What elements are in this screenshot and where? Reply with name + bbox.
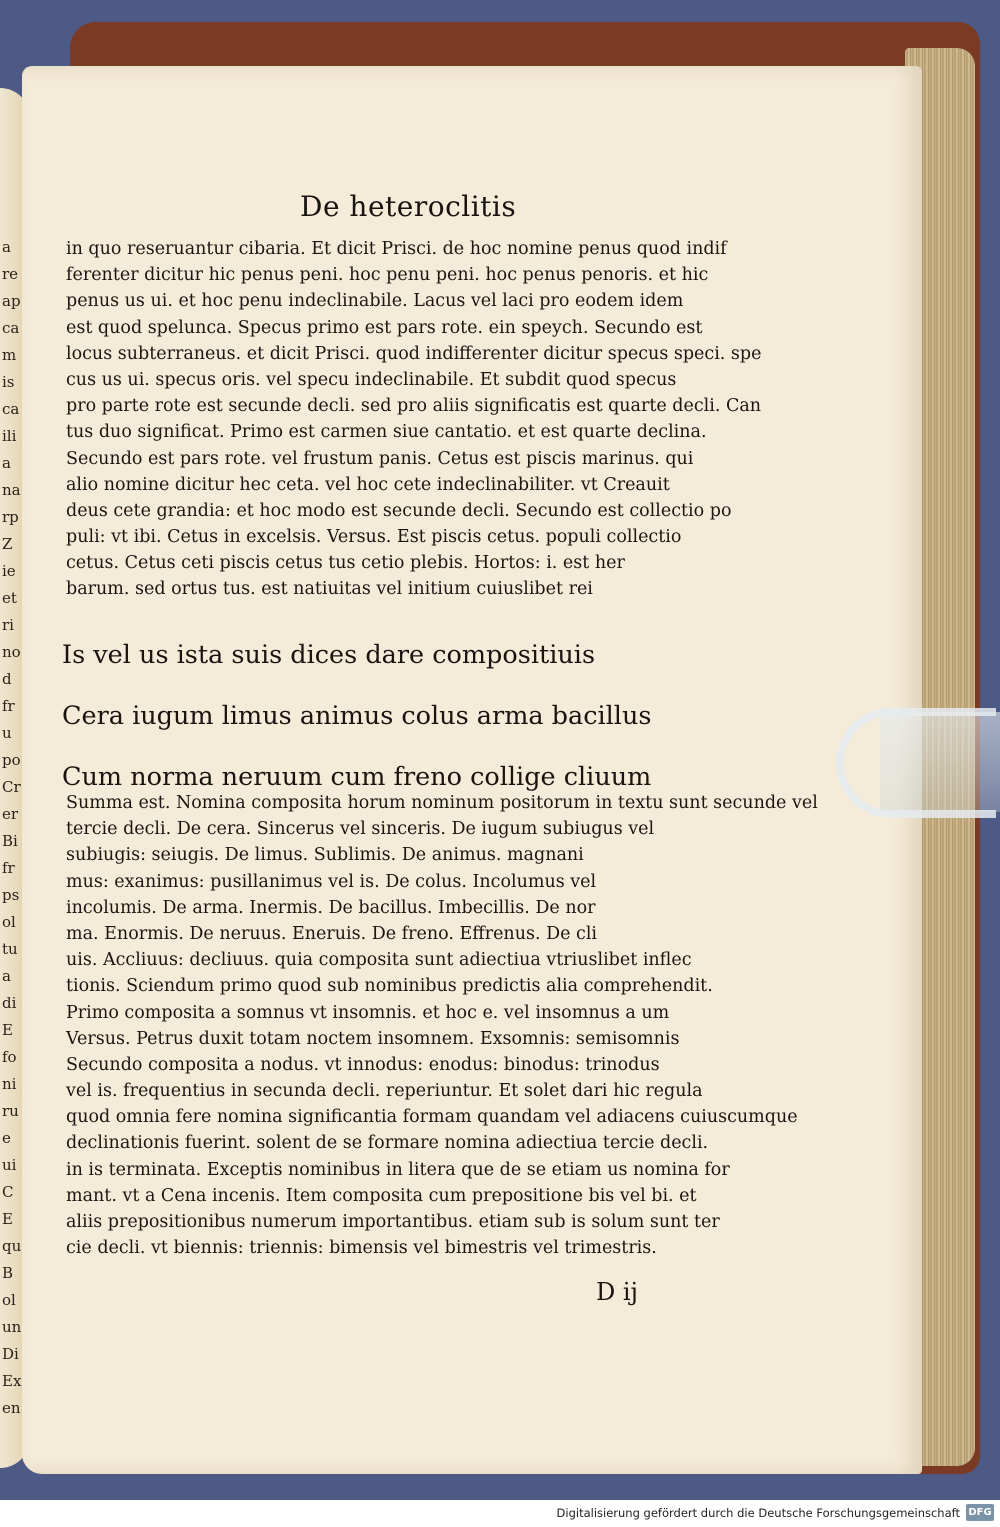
left-page-fragment: na: [2, 481, 21, 499]
left-page-fragment: Cr: [2, 778, 21, 796]
left-page-fragment: qu: [2, 1237, 22, 1255]
text-line: pro parte rote est secunde decli. sed pro aliis significatis est quarte decli. Can: [66, 396, 762, 417]
left-page-fragment: ol: [2, 1291, 16, 1309]
left-page-fragment: is: [2, 373, 15, 391]
left-page-fragment: ps: [2, 886, 20, 904]
signature-mark: D ij: [596, 1278, 638, 1306]
left-page-fragment: un: [2, 1318, 22, 1336]
left-page-fragment: B: [2, 1264, 14, 1282]
left-page-fragment: ri: [2, 616, 14, 634]
text-line: in is terminata. Exceptis nominibus in litera que de se etiam us nomina for: [66, 1159, 730, 1180]
verse-block: [62, 626, 682, 809]
left-page-fragment: tu: [2, 940, 18, 958]
left-page-fragment: ap: [2, 292, 21, 310]
left-page-fragment: no: [2, 643, 21, 661]
text-line: alio nomine dicitur hec ceta. vel hoc cete indeclinabiliter. vt Creauit: [66, 474, 670, 495]
bookmark-clip: [836, 708, 996, 818]
left-page-fragment: ca: [2, 400, 20, 418]
footer-bar: [0, 1500, 1000, 1527]
text-line: Secundo est pars rote. vel frustum panis. Cetus est piscis marinus. qui: [66, 448, 694, 469]
left-page-fragment: m: [2, 346, 17, 364]
text-line: quod omnia fere nomina significantia formam quandam vel adiacens cuiuscumque: [66, 1107, 798, 1128]
text-line: Summa est. Nomina composita horum nominum positorum in textu sunt secunde vel: [66, 793, 818, 813]
text-line: penus us ui. et hoc penu indeclinabile. Lacus vel laci pro eodem idem: [66, 291, 684, 312]
left-page-fragment: ie: [2, 562, 16, 580]
text-line: incolumis. De arma. Inermis. De bacillus. Imbecillis. De nor: [66, 897, 596, 918]
left-page-fragment: ni: [2, 1075, 17, 1093]
text-line: uis. Accliuus: decliuus. quia composita sunt adiectiua vtriuslibet inflec: [66, 950, 692, 971]
paragraph-commentary-2: [66, 790, 818, 1261]
text-line: barum. sed ortus tus. est natiuitas vel initium cuiuslibet rei: [66, 579, 593, 600]
text-line: cie decli. vt biennis: triennis: bimensis vel bimestris vel trimestris.: [66, 1238, 657, 1259]
left-page-fragment: et: [2, 589, 17, 607]
verse-line: Cera iugum limus animus colus arma bacillus: [62, 701, 652, 731]
text-line: Secundo composita a nodus. vt innodus: enodus: binodus: trinodus: [66, 1054, 660, 1075]
left-page-fragment: re: [2, 265, 19, 283]
dfg-logo: DFG: [966, 1504, 994, 1521]
left-page-fragment: ru: [2, 1102, 19, 1120]
left-page-fragment: di: [2, 994, 17, 1012]
text-line: mant. vt a Cena incenis. Item composita cum prepositione bis vel bi. et: [66, 1185, 697, 1206]
text-line: locus subterraneus. et dicit Prisci. quod indifferenter dicitur specus speci. spe: [66, 343, 762, 364]
left-page-fragment: ol: [2, 913, 16, 931]
left-page-fragment: a: [2, 454, 11, 472]
text-line: in quo reseruantur cibaria. Et dicit Prisci. de hoc nomine penus quod indif: [66, 239, 727, 259]
left-page-fragment: E: [2, 1021, 13, 1039]
text-line: tionis. Sciendum primo quod sub nominibus predictis alia comprehendit.: [66, 976, 713, 997]
text-line: tercie decli. De cera. Sincerus vel sinceris. De iugum subiugus vel: [66, 819, 655, 840]
left-page-fragment: Ex: [2, 1372, 22, 1390]
text-line: cus us ui. specus oris. vel specu indeclinabile. Et subdit quod specus: [66, 369, 677, 390]
left-page-fragment: fr: [2, 697, 15, 715]
text-line: declinationis fuerint. solent de se formare nomina adiectiua tercie decli.: [66, 1133, 709, 1154]
text-line: puli: vt ibi. Cetus in excelsis. Versus. Est piscis cetus. populi collectio: [66, 527, 682, 548]
text-line: ma. Enormis. De neruus. Eneruis. De freno. Effrenus. De cli: [66, 923, 598, 944]
verse-line: Is vel us ista suis dices dare compositiuis: [62, 640, 596, 670]
text-line: aliis prepositionibus numerum importantibus. etiam sub is solum sunt ter: [66, 1212, 720, 1232]
left-page-fragment: Di: [2, 1345, 19, 1363]
left-page-fragment: er: [2, 805, 19, 823]
left-page-fragment: fr: [2, 859, 15, 877]
text-line: ferenter dicitur hic penus peni. hoc penu peni. hoc penus penoris. et hic: [66, 265, 709, 286]
left-page-fragment: a: [2, 967, 11, 985]
left-page-fragment: en: [2, 1399, 21, 1417]
left-page-fragment: a: [2, 238, 11, 256]
paragraph-commentary-1: [66, 236, 762, 603]
running-head: De heteroclitis: [300, 190, 517, 223]
left-page-fragment: u: [2, 724, 12, 742]
left-page-fragment: e: [2, 1129, 11, 1147]
text-line: Versus. Petrus duxit totam noctem insomnem. Exsomnis: semisomnis: [66, 1028, 680, 1049]
text-line: tus duo significat. Primo est carmen siue cantatio. et est quarte declina.: [66, 422, 707, 443]
left-page-fragment: po: [2, 751, 21, 769]
text-line: cetus. Cetus ceti piscis cetus tus cetio plebis. Hortos: i. est her: [66, 553, 625, 574]
left-page-fragment: d: [2, 670, 12, 688]
left-page-fragment: rp: [2, 508, 19, 526]
text-line: Primo composita a somnus vt insomnis. et hoc e. vel insomnus a um: [66, 1002, 670, 1023]
left-page-fragment: Z: [2, 535, 13, 553]
text-line: mus: exanimus: pusillanimus vel is. De colus. Incolumus vel: [66, 871, 597, 892]
left-page-fragment: ili: [2, 427, 17, 445]
text-line: subiugis: seiugis. De limus. Sublimis. De animus. magnani: [66, 845, 584, 866]
text-line: est quod spelunca. Specus primo est pars rote. ein speych. Secundo est: [66, 317, 703, 338]
verse-line: Cum norma neruum cum freno collige cliuum: [62, 762, 652, 792]
left-page-fragment: ui: [2, 1156, 17, 1174]
left-page-fragment: Bi: [2, 832, 18, 850]
left-page-fragment: fo: [2, 1048, 17, 1066]
left-page-fragment: E: [2, 1210, 13, 1228]
left-page-fragment: C: [2, 1183, 14, 1201]
text-line: deus cete grandia: et hoc modo est secunde decli. Secundo est collectio po: [66, 500, 732, 521]
text-line: vel is. frequentius in secunda decli. reperiuntur. Et solet dari hic regula: [66, 1081, 703, 1102]
left-page-fragment: ca: [2, 319, 20, 337]
funding-credit: Digitalisierung gefördert durch die Deutsche Forschungsgemeinschaft: [556, 1506, 960, 1520]
